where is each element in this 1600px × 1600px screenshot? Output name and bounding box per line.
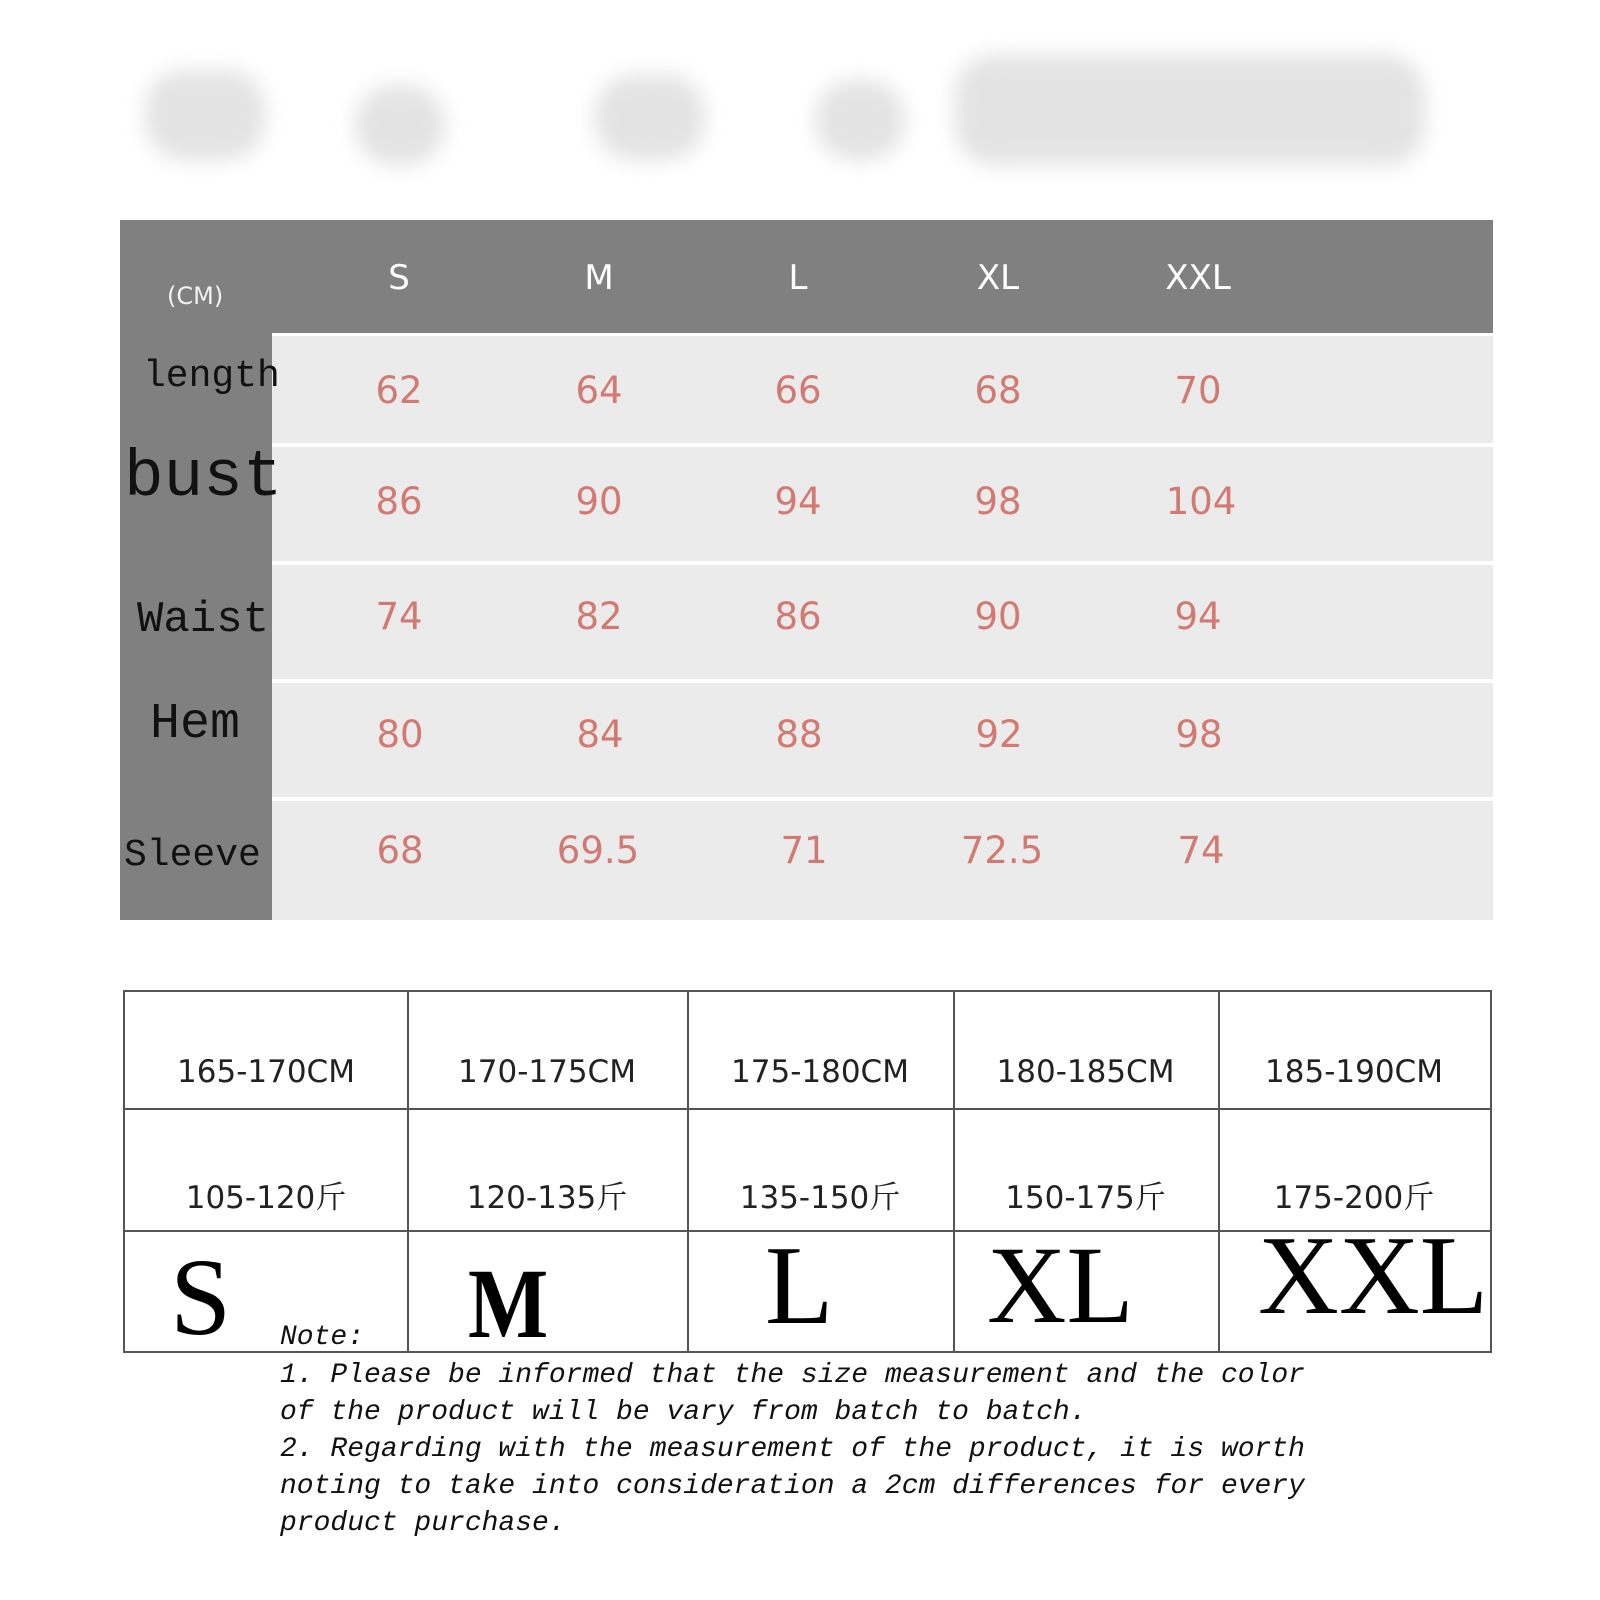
row-label-bust: bust [124, 440, 283, 515]
table-cell: 66 [774, 369, 822, 412]
table-cell: 94 [774, 480, 822, 523]
size-header-xl: XL [976, 258, 1020, 298]
note-line: 2. Regarding with the measurement of the product, it is worth [280, 1434, 1305, 1465]
size-header-l: L [788, 258, 808, 298]
table-cell: 84 [576, 713, 624, 756]
note-line: of the product will be vary from batch to batch. [280, 1397, 1087, 1428]
height-range: 180-185CM [996, 1054, 1175, 1090]
table-cell: 71 [780, 829, 828, 872]
size-letter-s: S [170, 1236, 232, 1358]
table-row [272, 683, 1493, 797]
height-range: 170-175CM [458, 1054, 636, 1090]
row-label-hem: Hem [150, 696, 241, 753]
size-letter-l: L [765, 1224, 834, 1348]
note-line: noting to take into consideration a 2cm differences for every [280, 1471, 1305, 1502]
note-line: 1. Please be informed that the size measurement and the color [280, 1360, 1305, 1391]
weight-range: 135-150斤 [739, 1180, 901, 1216]
table-cell: 90 [575, 480, 623, 523]
table-cell: 82 [575, 595, 623, 638]
table-cell: 86 [375, 480, 423, 523]
table-row [272, 801, 1493, 920]
size-table-header [120, 220, 1493, 333]
height-range: 185-190CM [1265, 1054, 1443, 1090]
unit-label: (CM) [167, 282, 224, 310]
fit-guide-grid [123, 990, 1492, 1359]
weight-range: 105-120斤 [185, 1180, 347, 1216]
weight-range: 150-175斤 [1005, 1180, 1166, 1216]
table-row [272, 447, 1493, 561]
table-cell: 80 [376, 713, 424, 756]
row-label-waist: Waist [137, 595, 270, 645]
table-cell: 98 [974, 480, 1022, 523]
table-cell: 74 [1177, 829, 1225, 872]
table-cell: 74 [375, 595, 423, 638]
table-cell: 98 [1175, 713, 1223, 756]
table-cell: 104 [1165, 480, 1237, 523]
table-cell: 72.5 [960, 829, 1044, 872]
size-letter-xxl: XXL [1258, 1214, 1489, 1338]
size-letter-xl: XL [987, 1224, 1134, 1346]
row-label-length: length [143, 355, 280, 398]
table-cell: 90 [974, 595, 1022, 638]
table-cell: 64 [575, 369, 623, 412]
height-range: 165-170CM [177, 1054, 355, 1090]
weight-range: 175-200斤 [1273, 1180, 1435, 1216]
size-header-m: M [584, 258, 614, 298]
note-heading: Note: [280, 1322, 365, 1353]
table-row [272, 336, 1493, 443]
table-cell: 68 [974, 369, 1022, 412]
weight-range: 120-135斤 [466, 1180, 628, 1216]
blurred-banner [125, 50, 1425, 195]
height-range: 175-180CM [731, 1054, 909, 1090]
table-row [272, 565, 1493, 679]
size-header-xxl: XXL [1165, 258, 1231, 298]
note-line: product purchase. [280, 1508, 566, 1539]
table-cell: 88 [775, 713, 823, 756]
size-table [120, 220, 1493, 920]
row-label-sleeve: Sleeve [124, 834, 261, 877]
size-letter-m: M [468, 1248, 549, 1359]
table-cell: 68 [376, 829, 424, 872]
table-cell: 92 [975, 713, 1023, 756]
table-cell: 62 [375, 369, 423, 412]
table-cell: 70 [1174, 369, 1222, 412]
size-header-s: S [388, 258, 410, 298]
table-cell: 69.5 [556, 829, 640, 872]
table-cell: 86 [774, 595, 822, 638]
table-cell: 94 [1174, 595, 1222, 638]
